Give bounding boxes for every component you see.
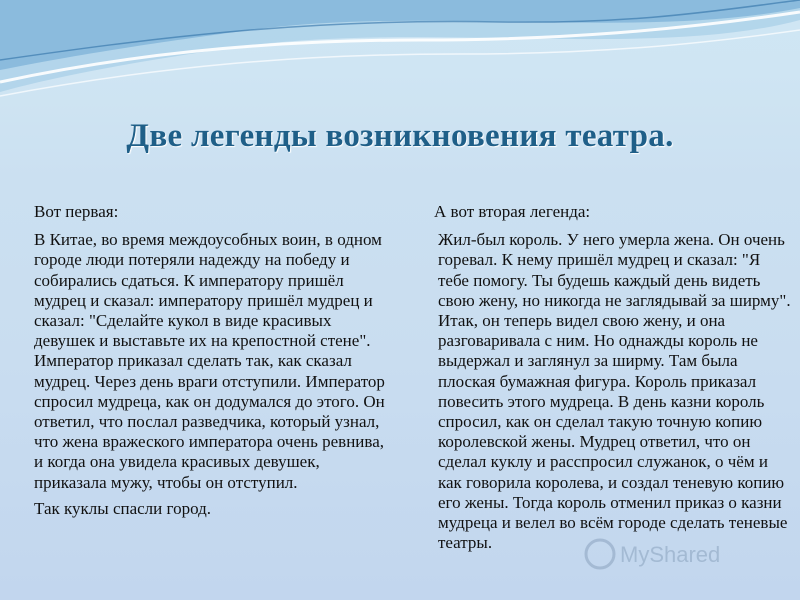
- legend-two-intro: А вот вторая легенда:: [434, 202, 591, 221]
- legend-one-column: [34, 202, 394, 519]
- legend-two-column: [434, 202, 794, 553]
- legend-one-closing: Так куклы спасли город.: [34, 498, 211, 518]
- decorative-waves: [0, 0, 800, 120]
- legend-one-intro: Вот первая:: [34, 202, 119, 221]
- watermark-text: MyShared: [620, 542, 721, 567]
- legend-one-text: В Китае, во время междоусобных воин, в одном городе люди потеряли надежду на победу и собирались сдаться. К императору пришёл мудрец и сказал: императору пришёл мудрец и сказал: "Сделайте кукол в виде красивых девушек и выставьте их на крепостной стене". Император приказал сделать так, как сказал мудрец. Через день враги отступили. Император спросил мудреца, как он додумался до этого. Он ответил, что послал разведчика, который узнал, что жена вражеского императора очень ревнива, и когда она увидела красивых девушек, приказала мужу, чтобы он отступил.: [34, 230, 385, 492]
- legend-two-text: Жил-был король. У него умерла жена. Он очень горевал. К нему пришёл мудрец и сказал: "Я тебе помогу. Ты будешь каждый день видеть свою жену, но никогда не заглядывай за ширму". Итак, он теперь видел свою жену, и она разговаривала с ним. Но однажды король не выдержал и заглянул за ширму. Там была плоская бумажная фигура. Король приказал повесить этого мудреца. В день казни король спросил, как он сделал такую точную копию королевской жены. Мудрец ответил, что он сделал куклу и расспросил служанок, о чём и как говорила королева, и создал теневую копию его жены. Тогда король отменил приказ о казни мудреца и велел во всём городе сделать теневые театры.: [438, 230, 791, 553]
- slide-title: Две легенды возникновения театра.: [126, 118, 674, 154]
- watermark-logo: [580, 534, 780, 574]
